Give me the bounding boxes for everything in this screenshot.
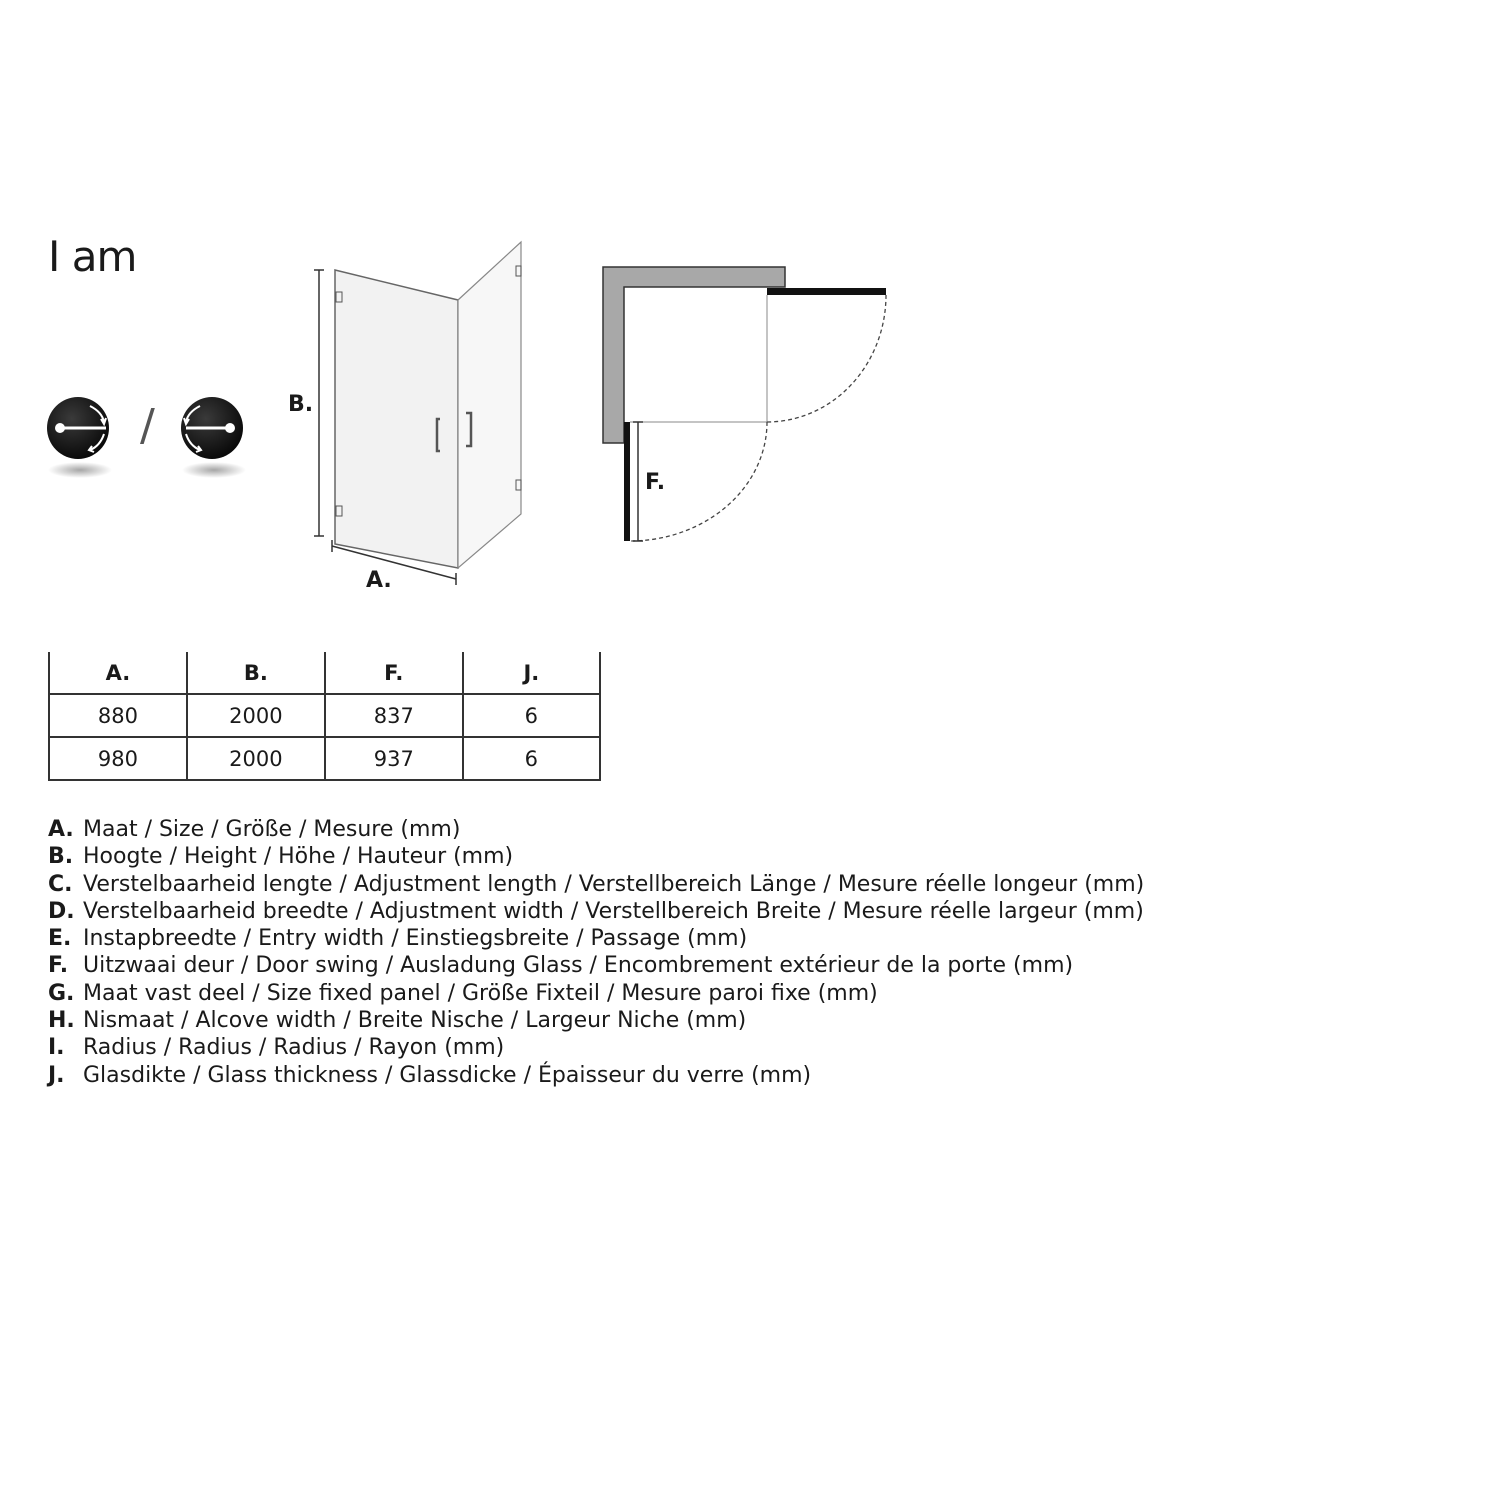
legend-key: C.	[48, 871, 73, 897]
legend-text: Radius / Radius / Radius / Rayon (mm)	[83, 1035, 505, 1061]
table-cell: 880	[49, 694, 187, 737]
legend-key: G.	[48, 980, 75, 1006]
legend-item	[48, 1034, 1348, 1061]
table-header-row	[49, 652, 600, 694]
table-row	[49, 737, 600, 780]
column-header: A.	[49, 652, 187, 694]
legend-item	[48, 952, 1348, 979]
dimensions-table	[48, 652, 601, 781]
orientation-selector	[40, 388, 260, 488]
legend-text: Verstelbaarheid lengte / Adjustment length / Verstellbereich Länge / Mesure réelle longeur (mm)	[83, 871, 1145, 897]
legend-text: Maat vast deel / Size fixed panel / Größe Fixteil / Mesure paroi fixe (mm)	[83, 980, 878, 1006]
legend-text: Hoogte / Height / Höhe / Hauteur (mm)	[83, 844, 514, 870]
legend-key: D.	[48, 898, 75, 924]
plan-view-diagram	[598, 262, 898, 552]
legend-list	[48, 816, 1348, 1089]
table-cell: 6	[463, 737, 600, 780]
legend-key: E.	[48, 926, 72, 952]
table-cell: 2000	[187, 694, 325, 737]
table-cell: 6	[463, 694, 600, 737]
legend-key: H.	[48, 1008, 75, 1034]
legend-text: Maat / Size / Größe / Mesure (mm)	[83, 817, 461, 842]
door-glass-panel	[624, 422, 630, 541]
wall	[603, 267, 785, 443]
legend-item	[48, 871, 1348, 898]
table-row	[49, 694, 600, 737]
label-b: B.	[288, 392, 314, 417]
table-cell: 937	[325, 737, 463, 780]
door-swing-right-icon[interactable]	[47, 397, 112, 478]
legend-key: A.	[48, 817, 74, 842]
legend-text: Glasdikte / Glass thickness / Glassdicke / Épaisseur du verre (mm)	[83, 1062, 812, 1088]
legend-item	[48, 816, 1348, 843]
legend-item	[48, 980, 1348, 1007]
legend-text: Verstelbaarheid breedte / Adjustment width / Verstellbereich Breite / Mesure réelle largeur (mm)	[83, 898, 1144, 924]
door-swing-left-icon[interactable]	[181, 397, 246, 478]
legend-key: F.	[48, 953, 69, 979]
column-header: J.	[463, 652, 600, 694]
orientation-separator: /	[140, 400, 155, 451]
fixed-glass-panel	[767, 288, 886, 295]
legend-text: Nismaat / Alcove width / Breite Nische / Largeur Niche (mm)	[83, 1008, 747, 1034]
legend-item	[48, 1007, 1348, 1034]
swing-arc-fixed	[767, 295, 886, 422]
shower-3d-diagram	[280, 236, 540, 596]
legend-key: J.	[48, 1062, 65, 1088]
legend-item	[48, 843, 1348, 870]
fixed-side-panel	[458, 242, 521, 568]
legend-item	[48, 1062, 1348, 1089]
legend-key: B.	[48, 844, 74, 870]
column-header: B.	[187, 652, 325, 694]
legend-item	[48, 925, 1348, 952]
column-header: F.	[325, 652, 463, 694]
table-cell: 837	[325, 694, 463, 737]
product-title: I am	[48, 232, 137, 281]
legend-text: Uitzwaai deur / Door swing / Ausladung Glass / Encombrement extérieur de la porte (mm)	[83, 953, 1074, 979]
table-cell: 980	[49, 737, 187, 780]
legend-key: I.	[48, 1035, 65, 1061]
legend-item	[48, 898, 1348, 925]
label-f: F.	[645, 470, 666, 495]
table-cell: 2000	[187, 737, 325, 780]
legend-text: Instapbreedte / Entry width / Einstiegsbreite / Passage (mm)	[83, 926, 748, 952]
label-a: A.	[366, 568, 392, 593]
